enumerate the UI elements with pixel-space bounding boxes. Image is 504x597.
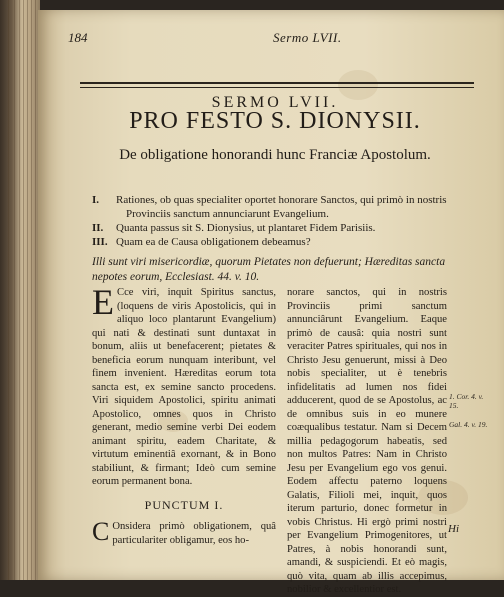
outline-item: III. Quam ea de Causa obligationem debeamus? <box>92 236 311 248</box>
outline-item: Provinciis sanctum annunciarunt Evangelium. <box>126 208 329 220</box>
outline-list <box>92 193 472 249</box>
book-spine <box>0 0 40 580</box>
body-paragraph: C Onsidera primò obligationem, quâ particulariter obligamur, eos ho- <box>92 517 276 546</box>
outline-item: I. Rationes, ob quas specialiter oportet honorare Sanctos, qui primò in nostris <box>92 194 447 206</box>
right-column <box>287 286 447 597</box>
section-heading: PUNCTUM I. <box>144 497 224 512</box>
body-paragraph: E Cce viri, inquit Spiritus sanctus, (loquens de viris Apostolicis, qui in aliquo loco plantarunt Evangelium) qui nati & destinati sunt duntaxat in bonum, aliis ut benefacerent; pietates & beneficia eorum nunquam interibunt, vel finem invenient. Hæreditas eorum tota sancta est, ex semine sancto procedens. Viri siquidem Apostolici, spiritu animati Apostolico, omnes quos in Christo generant, medio semine verbi Dei eodem animant spiritu, eadem Charitate, & virtutum eminentiâ exornant, & in Bono stabiliunt, & firmant; Ideò cum semine eorum permanent bona. <box>92 282 276 487</box>
page-header <box>68 30 478 50</box>
body-paragraph: norare sanctos, qui in nostris Provinciis primi sanctum annunciârunt Evangelium. Eaque primò de causâ: quia nostri sunt veraciter Patres spirituales, qui nos in Christo Jesu genuerunt, missi à Deo nobis specialiter, ut è tenebris infidelitatis ad lumen nos fidei adducerent, quod de se Apostolus, ac de omnibus suis in eo munere coæqualibus testatur. Nam si Decem millia pedagogorum habeatis, sed non multos Patres: Nam in Christo Jesu per Evangelium ego vos genui. Eodem affectu paterno loquens Galatis, Filioli mei, inquit, quos iterum parturio, donec formetur in vobis Christus. Hi ergò primi nostri per Evangelium Primogenitores, ut Patres, à nobis honorandi sunt, amandi, & suspiciendi. Et eò magis, quò vita, quam ab illis accepimus, nobilior & excellentior est. <box>287 287 447 595</box>
epigraph: Illi sunt viri misericordiæ, quorum Pietates non defuerunt; Hæreditas sancta nepotes eorum, Ecclesiast. 44. v. 10. <box>92 256 446 283</box>
outline-item: II. Quanta passus sit S. Dionysius, ut plantaret Fidem Parisiis. <box>92 222 376 234</box>
sermon-title: PRO FESTO S. DIONYSII. <box>129 108 421 134</box>
drop-cap: E <box>92 282 114 322</box>
running-head: Sermo LVII. <box>273 30 342 45</box>
page-number: 184 <box>68 30 88 45</box>
margin-note: Gal. 4. v. 19. <box>449 420 488 429</box>
catchword: Hi <box>448 523 459 535</box>
left-column <box>92 282 276 547</box>
sermon-subtitle: De obligatione honorandi hunc Franciæ Apostolum. <box>119 147 431 163</box>
drop-cap: C <box>92 517 110 546</box>
header-rule <box>80 82 474 88</box>
sermon-number: SERMO LVII. <box>211 94 339 111</box>
margin-note: 1. Cor. 4. v. 15. <box>449 392 484 410</box>
